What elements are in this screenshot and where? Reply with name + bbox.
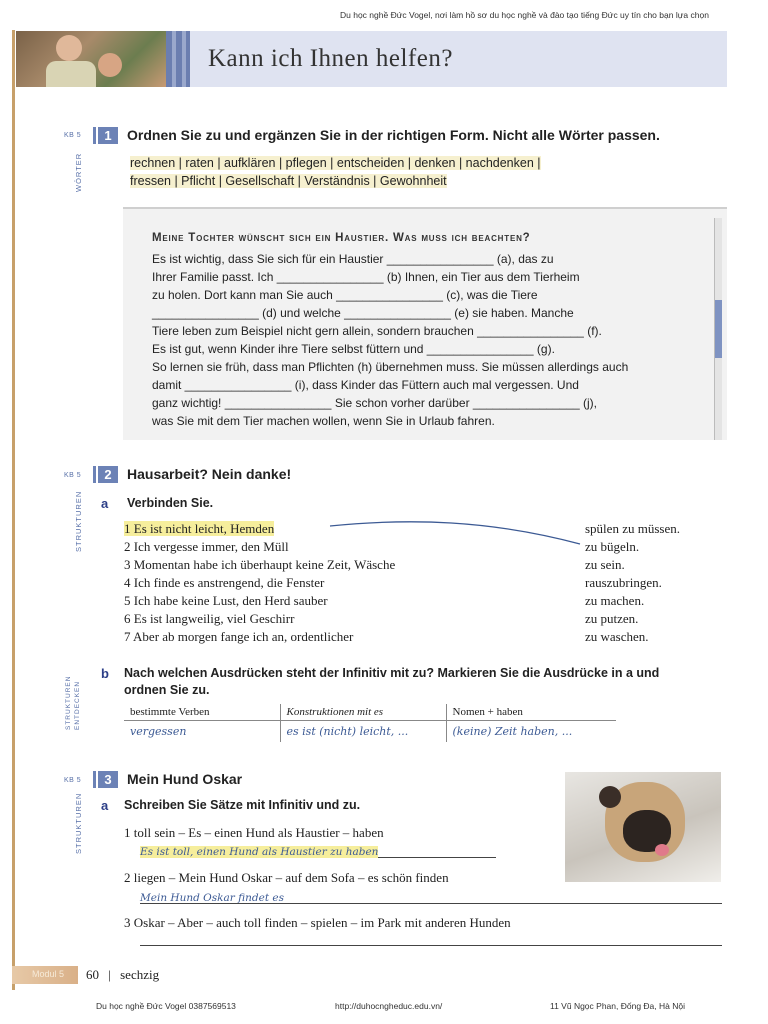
text-line: Es ist gut, wenn Kinder ihre Tiere selbst füttern und ________________ (g). <box>152 342 555 356</box>
kb-label-2: KB 5 <box>64 472 82 479</box>
text-line: ________________ (d) und welche ________________ (e) sie haben. Manche <box>152 306 574 320</box>
right-item: zu waschen. <box>585 629 649 644</box>
footer-address: 11 Vũ Ngọc Phan, Đống Đa, Hà Nội <box>550 1001 685 1011</box>
left-item: 2 Ich vergesse immer, den Müll <box>124 539 289 554</box>
page-edge-bar <box>12 30 15 990</box>
instruction-2b-line2: ordnen Sie zu. <box>124 683 210 697</box>
text-line: damit ________________ (i), dass Kinder das Füttern auch mal vergessen. Und <box>152 378 579 392</box>
table-cell[interactable]: es ist (nicht) leicht, ... <box>280 721 446 743</box>
exercise-prompt: 3 Oskar – Aber – auch toll finden – spielen – im Park mit anderen Hunden <box>124 915 511 930</box>
top-note: Du học nghề Đức Vogel, nơi làm hồ sơ du học nghề và đào tạo tiếng Đức uy tín cho bạn lựa chọn <box>340 10 709 20</box>
right-item: zu bügeln. <box>585 539 640 554</box>
text-line: Es ist wichtig, dass Sie sich für ein Haustier ________________ (a), das zu <box>152 252 554 266</box>
page-number: 60 | sechzig <box>86 967 160 982</box>
right-item: zu machen. <box>585 593 645 608</box>
left-item: 7 Aber ab morgen fange ich an, ordentlicher <box>124 629 354 644</box>
table-cell[interactable]: (keine) Zeit haben, ... <box>452 725 573 738</box>
answer-text: Es ist toll, einen Hund als Haustier zu haben <box>140 846 379 858</box>
side-label-strukturen-3: STRUKTUREN <box>74 792 83 854</box>
exercise-prompt: 2 liegen – Mein Hund Oskar – auf dem Sofa – es schön finden <box>124 870 449 885</box>
table-cell[interactable]: vergessen <box>124 721 280 743</box>
kb-label-1: KB 5 <box>64 132 82 139</box>
answer-line[interactable] <box>140 930 722 946</box>
table-header: bestimmte Verben <box>124 704 280 721</box>
text-line: was Sie mit dem Tier machen wollen, wenn Sie in Urlaub fahren. <box>152 414 495 428</box>
page-title: Kann ich Ihnen helfen? <box>208 45 453 72</box>
left-item: 6 Es ist langweilig, viel Geschirr <box>124 611 295 626</box>
header-stripes <box>166 31 190 87</box>
text-line: So lernen sie früh, dass man Pflichten (h) übernehmen muss. Sie müssen allerdings auch <box>152 360 629 374</box>
exercise-heading-1: Ordnen Sie zu und ergänzen Sie in der richtigen Form. Nicht alle Wörter passen. <box>127 127 660 143</box>
left-item: 4 Ich finde es anstrengend, die Fenster <box>124 575 325 590</box>
right-item: spülen zu müssen. <box>585 521 680 536</box>
text-line: Tiere leben zum Beispiel nicht gern allein, sondern brauchen ________________ (f). <box>152 324 602 338</box>
instruction-2b-line1: Nach welchen Ausdrücken steht der Infinitiv mit zu? Markieren Sie die Ausdrücke in a und <box>124 666 660 680</box>
instruction-2a: Verbinden Sie. <box>127 496 214 510</box>
subexercise-letter-a: a <box>101 496 109 511</box>
page-number-word: sechzig <box>120 967 160 982</box>
module-tab-label: Modul 5 <box>32 969 65 979</box>
scrollbar[interactable] <box>714 218 722 440</box>
word-bank <box>130 154 590 190</box>
footer-website[interactable]: http://duhocngheduc.edu.vn/ <box>335 1001 443 1011</box>
text-box-title: Meine Tochter wünscht sich ein Haustier. Was muss ich beachten? <box>152 232 531 244</box>
dog-photo <box>565 772 721 882</box>
right-item: zu sein. <box>585 557 625 572</box>
header-photo <box>16 31 166 87</box>
answer-line[interactable] <box>140 888 722 904</box>
page-number-digits: 60 <box>86 967 99 982</box>
exercise-number-3: 3 <box>98 771 118 788</box>
module-tab <box>12 966 78 984</box>
scrollbar-thumb[interactable] <box>715 300 722 358</box>
exercise-number-2: 2 <box>98 466 118 483</box>
exercise-number-1: 1 <box>98 127 118 144</box>
grouping-table <box>124 704 616 742</box>
text-line: ganz wichtig! ________________ Sie schon vorher darüber ________________ (j), <box>152 396 598 410</box>
text-line: zu holen. Dort kann man Sie auch ________________ (c), was die Tiere <box>152 288 538 302</box>
instruction-3a: Schreiben Sie Sätze mit Infinitiv und zu. <box>124 798 361 812</box>
side-label-woerter: WÖRTER <box>74 152 83 192</box>
left-item: 1 Es ist nicht leicht, Hemden <box>124 521 275 536</box>
right-item: zu putzen. <box>585 611 639 626</box>
right-item: rauszubringen. <box>585 575 662 590</box>
text-line: Ihrer Familie passt. Ich ________________ (b) Ihnen, ein Tier aus dem Tierheim <box>152 270 580 284</box>
exercise-prompt: 1 toll sein – Es – einen Hund als Haustier – haben <box>124 825 384 840</box>
side-label-strukturen-entdecken: STRUKTUREN ENTDECKEN <box>65 675 81 730</box>
subexercise-letter-a-3: a <box>101 798 109 813</box>
subexercise-letter-b: b <box>101 666 109 681</box>
table-header: Konstruktionen mit es <box>280 704 446 721</box>
left-item: 5 Ich habe keine Lust, den Herd sauber <box>124 593 328 608</box>
exercise-heading-2: Hausarbeit? Nein danke! <box>127 466 292 482</box>
table-header: Nomen + haben <box>446 704 616 721</box>
answer-line[interactable] <box>140 842 496 858</box>
left-item: 3 Momentan habe ich überhaupt keine Zeit, Wäsche <box>124 557 396 572</box>
word-bank-line: fressen | Pflicht | Gesellschaft | Verständnis | Gewohnheit <box>130 174 447 188</box>
exercise-heading-3: Mein Hund Oskar <box>127 771 243 787</box>
footer-contact: Du học nghề Đức Vogel 0387569513 <box>96 1001 236 1011</box>
word-bank-line: rechnen | raten | aufklären | pflegen | entscheiden | denken | nachdenken | <box>130 156 541 170</box>
kb-label-3: KB 5 <box>64 777 82 784</box>
connecting-line <box>320 518 590 554</box>
answer-text: Mein Hund Oskar findet es <box>140 892 285 904</box>
gap-text <box>152 250 692 430</box>
side-label-strukturen: STRUKTUREN <box>74 490 83 552</box>
right-items <box>585 520 725 646</box>
